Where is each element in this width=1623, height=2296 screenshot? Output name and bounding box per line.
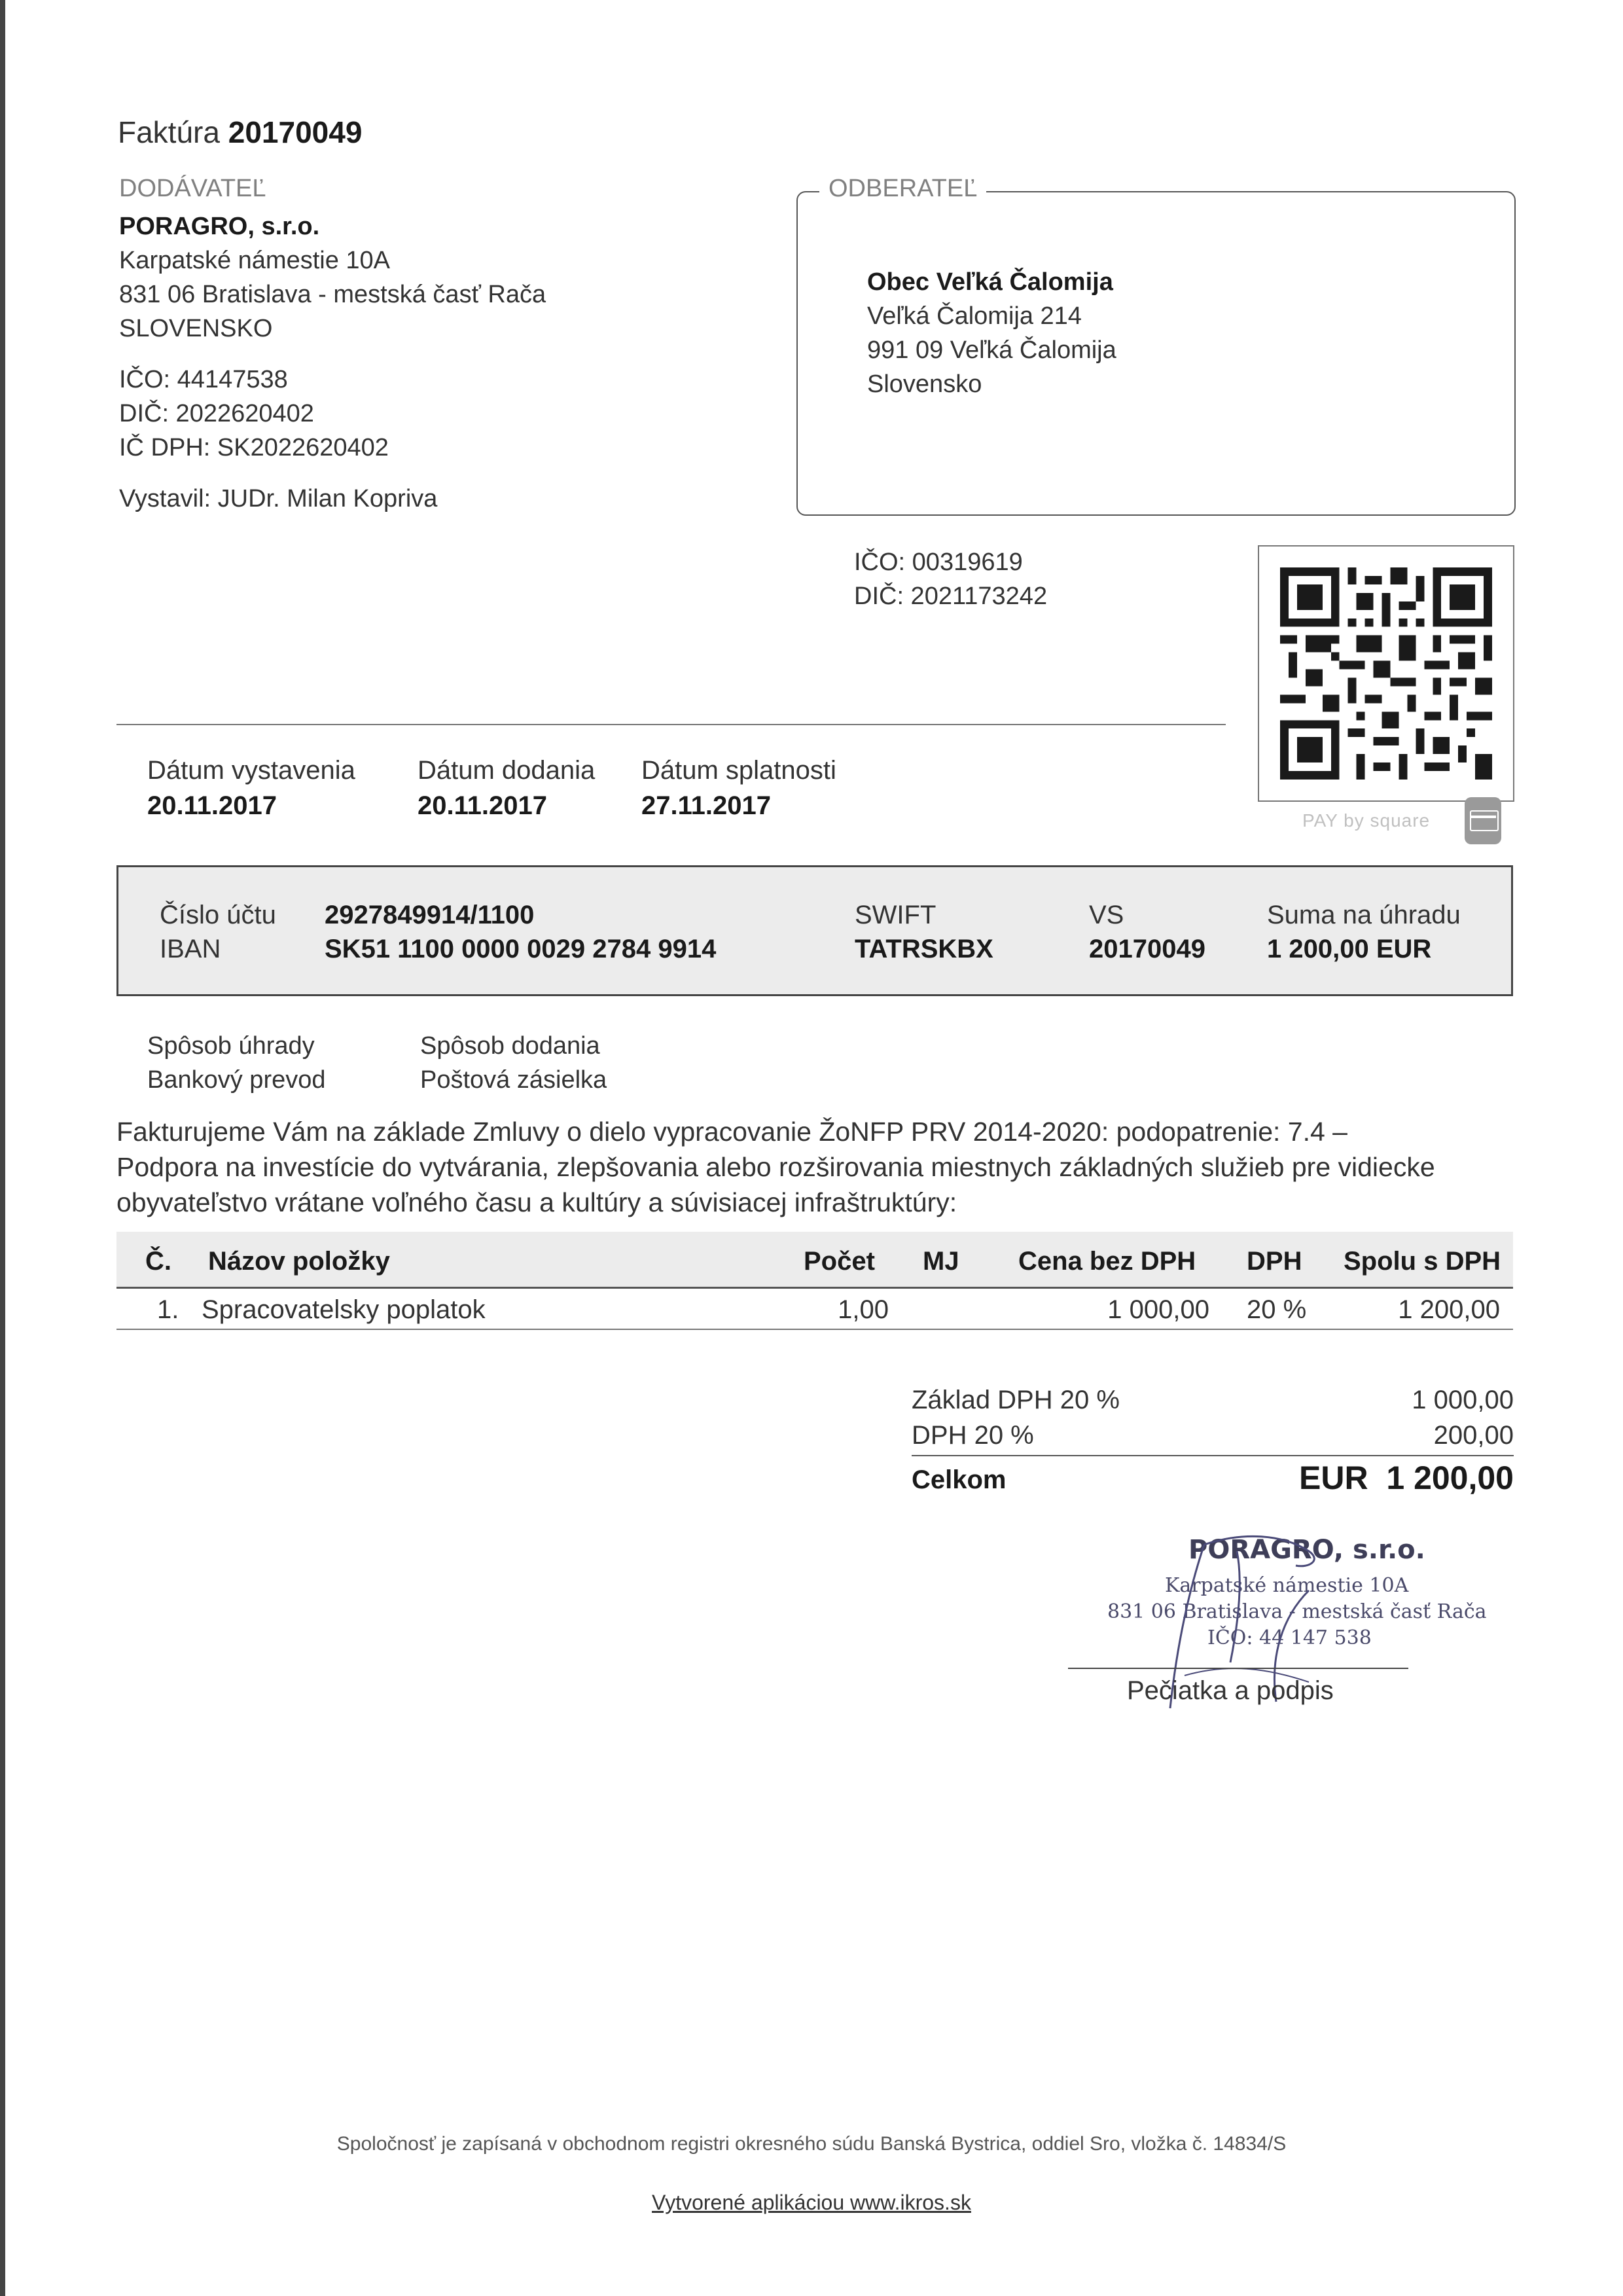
stamp-caption: Pečiatka a podpis — [1127, 1676, 1334, 1705]
vs-value: 20170049 — [1089, 935, 1205, 963]
delivery-date — [418, 753, 595, 823]
delivery-method-label: Spôsob dodania — [420, 1032, 600, 1060]
table-row — [116, 1292, 1513, 1327]
supplier-block — [119, 171, 708, 516]
issued-by: Vystavil: JUDr. Milan Kopriva — [119, 485, 438, 512]
footer-created-by[interactable]: Vytvorené aplikáciou www.ikros.sk — [652, 2191, 971, 2214]
customer-label: ODBERATEĽ — [819, 171, 986, 206]
scan-edge — [0, 0, 5, 2296]
col-price-header: Cena bez DPH — [1018, 1247, 1196, 1276]
dates-separator — [116, 724, 1226, 725]
bank-account-value: 2927849914/1100 — [325, 901, 535, 929]
customer-dic: DIČ: 2021173242 — [854, 583, 1048, 610]
delivery-date-value: 20.11.2017 — [418, 791, 547, 820]
qr-code-icon — [1280, 567, 1492, 780]
row-vat: 20 % — [1247, 1295, 1307, 1324]
stamp-line: Karpatské námestie 10A — [1165, 1574, 1409, 1597]
total-label: Celkom — [912, 1465, 1007, 1494]
invoice-title-prefix: Faktúra — [118, 115, 220, 149]
iban-value: SK51 1100 0000 0029 2784 9914 — [325, 935, 717, 963]
swift-label: SWIFT — [855, 901, 936, 929]
invoice-number: 20170049 — [228, 115, 363, 149]
items-table-head — [116, 1244, 1513, 1279]
description-line: Fakturujeme Vám na základe Zmluvy o dielo vypracovanie ŽoNFP PRV 2014-2020: podopatrenie: 7.4 – — [116, 1117, 1347, 1147]
issue-date — [147, 753, 355, 823]
due-date-value: 27.11.2017 — [641, 791, 771, 820]
vat-base-value: 1 000,00 — [1412, 1386, 1514, 1414]
supplier-address-line: 831 06 Bratislava - mestská časť Rača — [119, 281, 546, 308]
vat-value: 200,00 — [1433, 1421, 1514, 1450]
col-no-header: Č. — [145, 1247, 171, 1276]
customer-ids — [854, 545, 1047, 613]
row-no: 1. — [157, 1295, 179, 1324]
payment-method-value: Bankový prevod — [147, 1066, 326, 1094]
bank-account-label: Číslo účtu — [160, 901, 276, 929]
issue-date-value: 20.11.2017 — [147, 791, 277, 820]
col-total-header: Spolu s DPH — [1344, 1247, 1501, 1276]
supplier-name: PORAGRO, s.r.o. — [119, 213, 320, 240]
description-line: obyvateľstvo vrátane voľného času a kultúry a súvisiacej infraštruktúry: — [116, 1187, 957, 1217]
vs-label: VS — [1089, 901, 1124, 929]
supplier-icdph: IČ DPH: SK2022620402 — [119, 434, 389, 461]
due-date — [641, 753, 836, 823]
supplier-dic: DIČ: 2022620402 — [119, 400, 314, 427]
supplier-address-line: SLOVENSKO — [119, 315, 273, 342]
row-qty: 1,00 — [838, 1295, 889, 1324]
qr-frame — [1258, 545, 1514, 802]
delivery-date-label: Dátum dodania — [418, 756, 596, 785]
row-price: 1 000,00 — [1107, 1295, 1209, 1324]
invoice-description — [116, 1114, 1524, 1220]
supplier-address-line: Karpatské námestie 10A — [119, 247, 391, 274]
col-unit-header: MJ — [923, 1247, 959, 1276]
iban-label: IBAN — [160, 935, 221, 963]
supplier-label: DODÁVATEĽ — [119, 175, 266, 202]
pay-by-square-caption: PAY by square — [1302, 810, 1431, 831]
table-row-border — [116, 1329, 1513, 1330]
due-date-label: Dátum splatnosti — [641, 756, 836, 785]
table-header-border — [116, 1287, 1513, 1289]
footer-registry: Spoločnosť je zapísaná v obchodnom registri okresného súdu Banská Bystrica, oddiel Sro, vložka č. 14834/S — [336, 2133, 1287, 2155]
stamp-line: IČO: 44 147 538 — [1207, 1626, 1372, 1649]
total-value: EUR 1 200,00 — [1299, 1460, 1514, 1496]
customer-block — [867, 265, 1456, 401]
invoice-title — [118, 113, 362, 152]
supplier-ico: IČO: 44147538 — [119, 366, 288, 393]
swift-value: TATRSKBX — [855, 935, 993, 963]
customer-address-line: Veľká Čalomija 214 — [867, 302, 1082, 330]
vat-base-label: Základ DPH 20 % — [912, 1386, 1120, 1414]
stamp-line: 831 06 Bratislava - mestská časť Rača — [1107, 1600, 1487, 1623]
delivery-method — [420, 1029, 607, 1097]
description-line: Podpora na investície do vytvárania, zlepšovania alebo rozširovania miestnych základných služieb pre vidiecke — [116, 1152, 1435, 1182]
row-name: Spracovatelsky poplatok — [202, 1295, 486, 1324]
signature-line — [1068, 1668, 1408, 1669]
bank-box — [116, 865, 1513, 996]
summary-divider — [912, 1455, 1514, 1456]
customer-address-line: 991 09 Veľká Čalomija — [867, 336, 1116, 364]
customer-ico: IČO: 00319619 — [854, 548, 1023, 576]
sum-value: 1 200,00 EUR — [1267, 935, 1432, 963]
row-total: 1 200,00 — [1398, 1295, 1500, 1324]
vat-label: DPH 20 % — [912, 1421, 1034, 1450]
sum-label: Suma na úhradu — [1267, 901, 1461, 929]
customer-name: Obec Veľká Čalomija — [867, 268, 1113, 296]
delivery-method-value: Poštová zásielka — [420, 1066, 607, 1094]
customer-address-line: Slovensko — [867, 370, 982, 398]
col-qty-header: Počet — [804, 1247, 875, 1276]
payment-method-label: Spôsob úhrady — [147, 1032, 315, 1060]
col-name-header: Názov položky — [208, 1247, 390, 1276]
payment-method — [147, 1029, 326, 1097]
col-vat-header: DPH — [1247, 1247, 1302, 1276]
issue-date-label: Dátum vystavenia — [147, 756, 355, 785]
stamp-name: PORAGRO, s.r.o. — [1188, 1535, 1425, 1565]
card-icon — [1465, 797, 1501, 844]
